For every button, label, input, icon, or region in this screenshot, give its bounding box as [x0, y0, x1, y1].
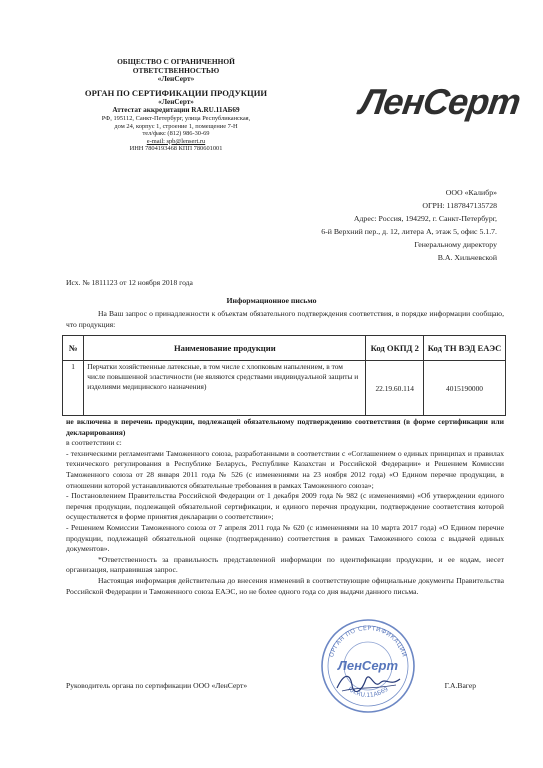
header-num: №	[63, 336, 84, 361]
phone: тел/факс (812) 986-30-69	[142, 130, 210, 138]
signatory-name: Г.А.Вагер	[444, 681, 476, 690]
letter-body	[66, 417, 504, 597]
letterhead	[78, 58, 274, 153]
addressee-line3: Адрес: Россия, 194292, г. Санкт-Петербург,	[353, 214, 497, 223]
org-name-line3: «ЛенСерт»	[157, 74, 195, 84]
reference-number: Исх. № 1811123 от 12 ноября 2018 года	[66, 278, 193, 287]
header-name: Наименование продукции	[84, 336, 366, 361]
stamp-ring-text: RA.RU.11АБ69	[346, 685, 390, 699]
signatory-role: Руководитель органа по сертификации ООО «ЛенСерт»	[66, 681, 248, 690]
addressee-line4: 6-й Верхний пер., д. 12, литера А, этаж 5, офис 5.1.7.	[321, 227, 497, 236]
basis-item-3: - Решением Комиссии Таможенного союза от 7 апреля 2011 года № 620 (с изменениями на 10 марта 2017 года) «О Едином перечне продукции, подлежащей обязательной оценке (подтверждению) соответствия в рамках Таможенного союза с выдачей единых документов».	[66, 522, 504, 554]
stamp-center-text: ЛенСерт	[337, 658, 399, 673]
handwritten-signature	[334, 669, 404, 695]
signature-line	[66, 681, 506, 690]
row-tnved-code: 4015190000	[424, 361, 506, 416]
cert-body-line2: «ЛенСерт»	[158, 97, 194, 106]
address-line2: дом 24, корпус 1, строение 1, помещение 7-Н	[114, 122, 238, 130]
validity-note: Настоящая информация действительна до внесения изменений в соответствующие официальные документы Правительства Российской Федерации и Таможенного союза ЕАЭС, но не более одного года со дня выдачи данного письма.	[66, 575, 504, 596]
org-name-line2: ОТВЕТСТВЕННОСТЬЮ	[132, 65, 220, 75]
row-num: 1	[63, 361, 84, 416]
header-okpd: Код ОКПД 2	[366, 336, 424, 361]
product-table	[62, 335, 506, 416]
according-line: в соответствии с:	[66, 438, 122, 448]
row-okpd-code: 22.19.60.114	[366, 361, 424, 416]
accreditation: Аттестат аккредитации RA.RU.11АБ69	[112, 106, 240, 115]
header-tnved: Код ТН ВЭД ЕАЭС	[424, 336, 506, 361]
responsibility-note: *Ответственность за правильность представленной информации по идентификации продукции, и ее кодам, несет организация, направившая запрос.	[66, 554, 504, 575]
table-row	[63, 361, 506, 416]
company-logo: ЛенСерт	[357, 81, 523, 122]
stamp-top-text: ОРГАН ПО СЕРТИФИКАЦИИ	[328, 624, 408, 659]
official-stamp	[318, 616, 418, 716]
cert-body-line1: ОРГАН ПО СЕРТИФИКАЦИИ ПРОДУКЦИИ	[84, 87, 268, 98]
address-line1: РФ, 195112, Санкт-Петербург, улица Республиканская,	[101, 114, 251, 122]
addressee-line6: В.А. Хильчевской	[437, 253, 497, 262]
document-title: Информационное письмо	[226, 296, 317, 305]
row-product-name: Перчатки хозяйственные латексные, в том числе с хлопковым напылением, в том числе повышенной эластичности (не являются средствами индивидуальной защиты и изделиями медицинского назначения)	[84, 361, 366, 416]
email-link[interactable]: e-mail: spb@lensert.ru	[146, 137, 206, 145]
basis-item-2: - Постановлением Правительства Российской Федерации от 1 декабря 2009 года № 982 (с изменениями) «Об утверждении единого перечня продукции, подлежащей обязательной сертификации, и единого перечня продукции, подтверждение соответствия которой осуществляется в форме принятия декларации о соответствии»;	[66, 491, 504, 522]
org-name-line1: ОБЩЕСТВО С ОГРАНИЧЕННОЙ	[117, 57, 235, 66]
inn-kpp: ИНН 7804193468 КПП 780601001	[129, 145, 223, 153]
not-included-statement: не включена в перечень продукции, подлежащей обязательному подтверждению соответствия (в форме сертификации или декларирования)	[66, 417, 504, 437]
intro-paragraph: На Ваш запрос о принадлежности к объектам обязательного подтверждения соответствия, в порядке информации сообщаю, что продукция:	[66, 309, 504, 329]
addressee-line5: Генеральному директору	[414, 240, 497, 249]
addressee-line1: ООО «Калибр»	[445, 188, 497, 197]
addressee-block	[207, 186, 497, 264]
basis-item-1: - техническими регламентами Таможенного союза, разработанными в соответствии с «Соглашением о единых принципах и правилах технического регулирования в Республике Беларусь, Республике Казахстан и Российской Федерации» и Решением Комиссии Таможенного союза от 28 января 2011 года № 526 (с изменениями на 23 ноября 2012 года) «О Едином перечне продукции, в отношении которой устанавливаются обязательные требования в рамках Таможенного союза»;	[66, 448, 504, 490]
table-header-row	[63, 336, 506, 361]
addressee-line2: ОГРН: 1187847135728	[422, 201, 497, 210]
